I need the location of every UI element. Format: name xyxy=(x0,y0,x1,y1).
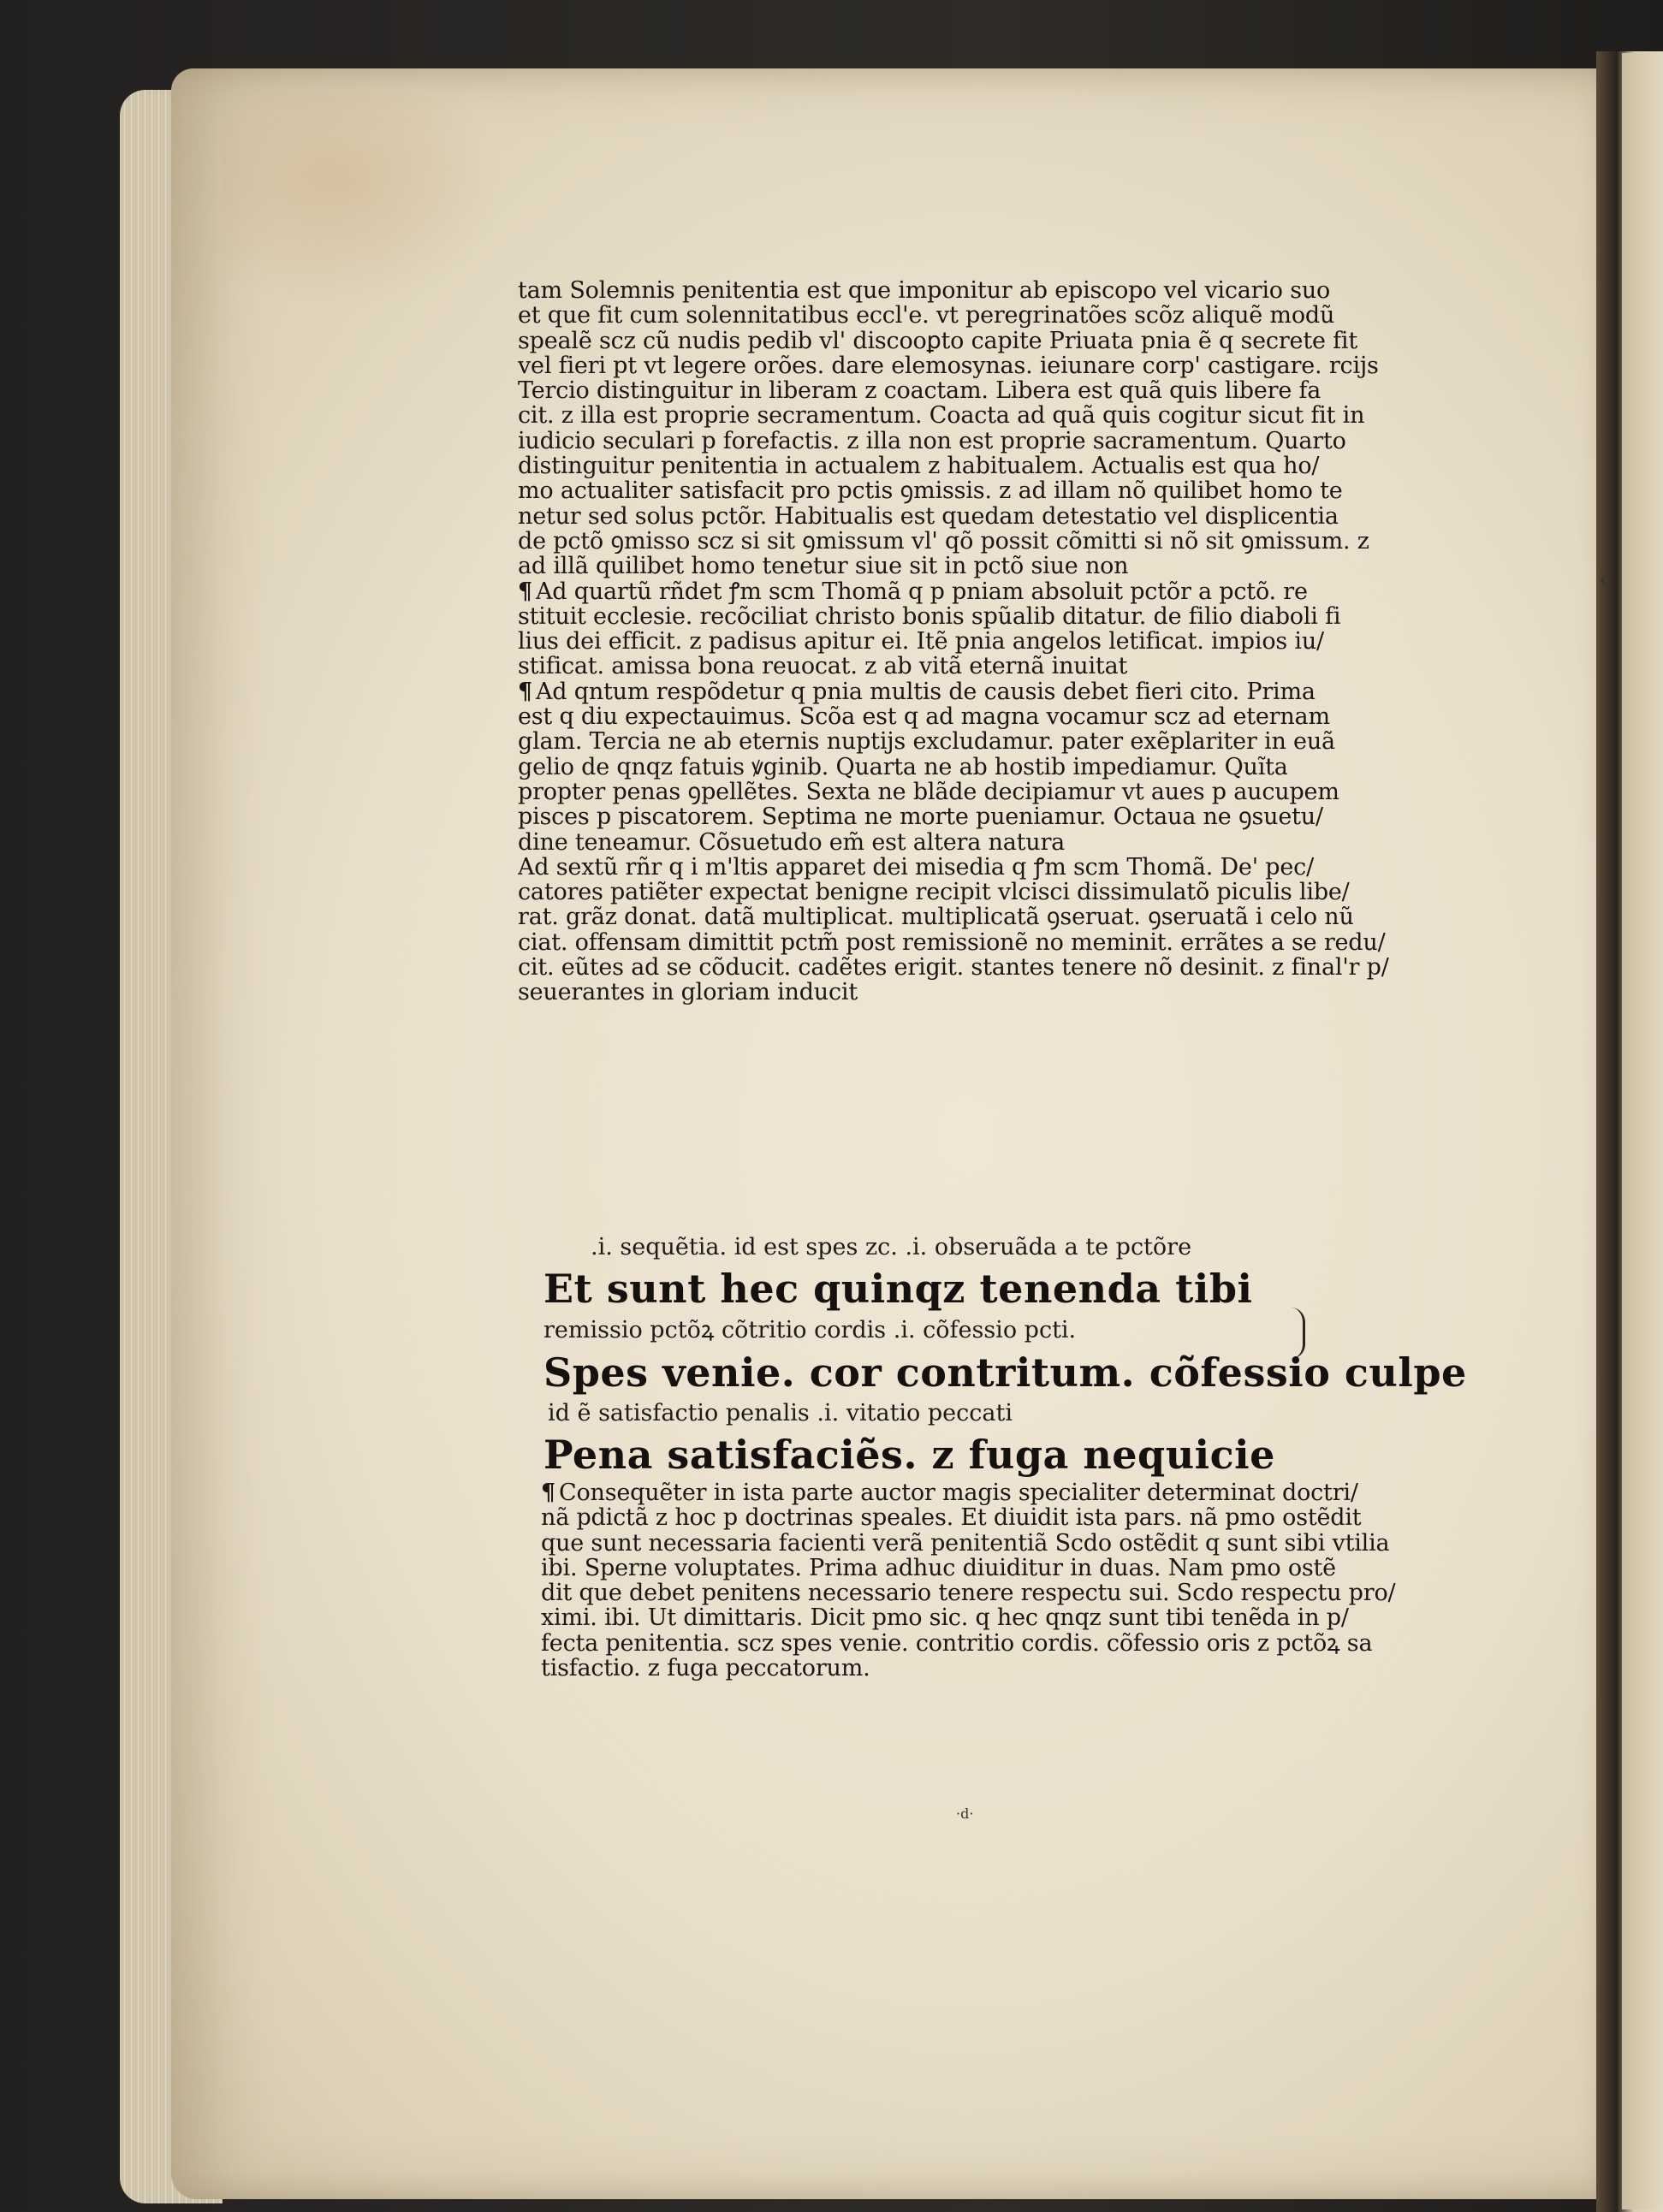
text-line: ximi. ibi. Ut dimittaris. Dicit pmo sic. q hec qnqz sunt tibi tenẽda in p/ xyxy=(541,1605,1349,1631)
text-line: Tercio distinguitur in liberam z coactam. Libera est quã quis libere fa xyxy=(518,378,1321,404)
text-line: tam Solemnis penitentia est que imponitur ab episcopo vel vicario suo xyxy=(518,278,1331,304)
text-line: mo actualiter satisfacit pro pctis ꝯmissis. z ad illam nõ quilibet homo te xyxy=(518,478,1343,504)
page-stain xyxy=(223,94,505,308)
pilcrow-mark: ¶ xyxy=(518,679,532,705)
text-line: netur sed solus pctõr. Habitualis est quedam detestatio vel displicentia xyxy=(518,503,1339,529)
paragraph-4 xyxy=(518,855,1442,1005)
text-line: ¶ Ad qntum respõdetur q pnia multis de causis debet fieri cito. Prima xyxy=(518,679,1316,705)
text-line: pisces p piscatorem. Septima ne morte pueniamur. Octaua ne ꝯsuetu/ xyxy=(518,804,1323,830)
text-line: catores patiẽter expectat benigne recipit vlcisci dissimulatõ piculis libe/ xyxy=(518,880,1350,905)
gutter-mark: ‹ xyxy=(1599,565,1609,593)
paragraph-3 xyxy=(518,679,1442,855)
text-line: rat. grãz donat. datã multiplicat. multiplicatã ꝯseruat. ꝯseruatã i celo nũ xyxy=(518,904,1354,930)
pilcrow-mark: ¶ xyxy=(541,1480,555,1506)
text-line: ¶ Ad quartũ rñdet ꝭm scm Thomã q p pniam absoluit pctõr a pctõ. re xyxy=(518,578,1308,604)
signature-mark: ·d· xyxy=(956,1806,974,1822)
interlinear-gloss: .i. sequẽtia. id est spes zc. .i. obseruãda a te pctõre xyxy=(591,1234,1192,1260)
text-line: stificat. amissa bona reuocat. z ab vitã eternã inuitat xyxy=(518,654,1128,679)
text-line: de pctõ ꝯmisso scz si sit ꝯmissum vl' qõ possit cõmitti si nõ sit ꝯmissum. z xyxy=(518,528,1369,554)
text-line: seuerantes in gloriam inducit xyxy=(518,980,858,1005)
text-line: ¶ Consequẽter in ista parte auctor magis specialiter determinat doctri/ xyxy=(541,1480,1358,1506)
text-line: est q diu expectauimus. Scõa est q ad magna vocamur scz ad eternam xyxy=(518,704,1330,730)
text-line: que sunt necessaria facienti verã penitentiã Scdo ostẽdit q sunt sibi vtilia xyxy=(541,1530,1390,1556)
text-line: dine teneamur. Cõsuetudo em̃ est altera natura xyxy=(518,829,1066,855)
pilcrow-mark: ¶ xyxy=(518,578,532,604)
verse-line: Et sunt hec quinqz tenenda tibi xyxy=(543,1266,1253,1312)
text-line: cit. eũtes ad se cõducit. cadẽtes erigit. stantes tenere nõ desinit. z final'r p/ xyxy=(518,955,1389,981)
text-line: ciat. offensam dimittit pctm̃ post remissionẽ no meminit. errãtes a se redu/ xyxy=(518,929,1386,956)
text-line: iudicio seculari p forefactis. z illa non est proprie sacramentum. Quarto xyxy=(518,428,1346,454)
interlinear-gloss: remissio pctõꝝ cõtritio cordis .i. cõfessio pcti. xyxy=(543,1317,1077,1343)
text-line: fecta penitentia. scz spes venie. contritio cordis. cõfessio oris z pctõꝝ sa xyxy=(541,1630,1373,1657)
text-line: ad illã quilibet homo tenetur siue sit in pctõ siue non xyxy=(518,554,1129,579)
text-line: distinguitur penitentia in actualem z habitualem. Actualis est qua ho/ xyxy=(518,454,1320,479)
paragraph-1 xyxy=(518,278,1442,579)
text-line: stituit ecclesie. recõciliat christo bonis spũalib ditatur. de filio diaboli fi xyxy=(518,603,1341,630)
paragraph-2 xyxy=(518,579,1442,679)
text-line: dit que debet penitens necessario tenere respectu sui. Scdo respectu pro/ xyxy=(541,1580,1396,1606)
commentary-text-lower xyxy=(541,1480,1448,1681)
text-line: tisfactio. z fuga peccatorum. xyxy=(541,1656,870,1681)
text-line: propter penas ꝯpellẽtes. Sexta ne blãde decipiamur vt aues p aucupem xyxy=(518,779,1339,805)
text-line: lius dei efficit. z padisus apitur ei. Itẽ pnia angelos letificat. impios iu/ xyxy=(518,629,1324,655)
text-line: glam. Tercia ne ab eternis nuptijs excludamur. pater exẽplariter in euã xyxy=(518,729,1335,755)
commentary-text-upper xyxy=(518,278,1442,1005)
text-line: gelio de qnqz fatuis ꝟginib. Quarta ne ab hostib impediamur. Quĩta xyxy=(518,754,1288,780)
verse-line: Spes venie. cor contritum. cõfessio culpe xyxy=(543,1349,1467,1396)
facing-page-edge xyxy=(1622,53,1663,2209)
text-line: Ad sextũ rñr q i m'ltis apparet dei misedia q ꝭm scm Thomã. De' pec/ xyxy=(518,854,1314,881)
text-line: ibi. Sperne voluptates. Prima adhuc diuiditur in duas. Nam pmo ostẽ xyxy=(541,1555,1336,1581)
interlinear-gloss: id ẽ satisfactio penalis .i. vitatio peccati xyxy=(548,1400,1013,1426)
text-line: nã pdictã z hoc p doctrinas speales. Et diuidit ista pars. nã pmo ostẽdit xyxy=(541,1505,1362,1531)
text-line: cit. z illa est proprie secramentum. Coacta ad quã quis cogitur sicut fit in xyxy=(518,403,1365,429)
text-line: et que fit cum solennitatibus eccl'e. vt peregrinatões scõz aliquẽ modũ xyxy=(518,303,1335,329)
text-line: vel fieri pt vt legere orões. dare elemosynas. ieiunare corp' castigare. rcijs xyxy=(518,353,1379,379)
text-line: spealẽ scz cũ nudis pedib vl' discooꝑto capite Priuata pnia ẽ q secrete fit xyxy=(518,328,1358,353)
verse-line: Pena satisfaciẽs. z fuga nequicie xyxy=(543,1432,1275,1478)
paragraph-5 xyxy=(541,1480,1448,1681)
